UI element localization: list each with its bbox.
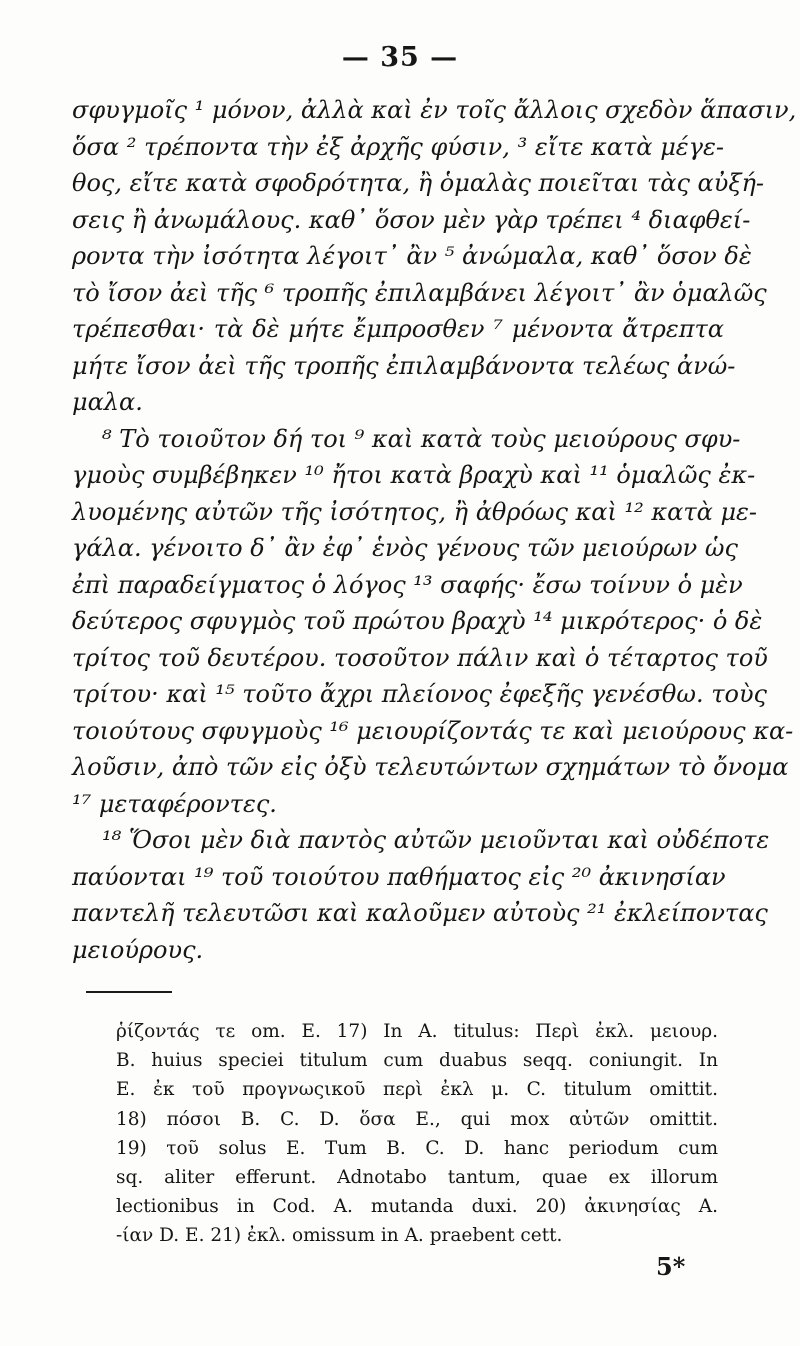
main-text-block	[72, 92, 797, 968]
footnote-line: sq. aliter efferunt. Adnotabo tantum, quae ex illorum	[116, 1166, 718, 1188]
text-line: γμοὺς συμβέβηκεν ¹⁰ ἤτοι κατὰ βραχὺ καὶ ¹¹ ὁμαλῶς ἐκ-	[72, 461, 756, 489]
text-line: παντελῆ τελευτῶσι καὶ καλοῦμεν αὐτοὺς ²¹ ἐκλείποντας	[72, 899, 768, 927]
text-line: ⁸ Τὸ τοιοῦτον δή τοι ⁹ καὶ κατὰ τοὺς μειούρους σφυ-	[102, 424, 741, 453]
footnote-line: ῥίζοντάς τε om. E. 17) In A. titulus: Περὶ ἐκλ. μειουρ.	[116, 1021, 718, 1042]
text-line: γάλα. γένοιτο δ᾽ ἂν ἐφ᾽ ἑνὸς γένους τῶν μειούρων ὡς	[72, 534, 738, 562]
text-line: σεις ἢ ἀνωμάλους. καθ᾽ ὅσον μὲν γὰρ τρέπει ⁴ διαφθεί-	[72, 205, 751, 234]
signature-mark: 5*	[656, 1252, 686, 1281]
footnotes-block	[116, 1017, 718, 1251]
text-line: τρίτου· καὶ ¹⁵ τοῦτο ἄχρι πλείονος ἐφεξῆς γενέσθω. τοὺς	[72, 680, 767, 708]
text-line: ὅσα ² τρέποντα τὴν ἐξ ἀρχῆς φύσιν, ³ εἴτε κατὰ μέγε-	[72, 132, 724, 161]
footnote-line: -ίαν D. E. 21) ἐκλ. omissum in A. praebent cett.	[116, 1225, 563, 1247]
text-line: μαλα.	[72, 388, 143, 416]
footnote-line: E. ἐκ τοῦ προγνωςικοῦ περὶ ἐκλ μ. C. titulum omittit.	[116, 1079, 718, 1101]
footnote-line: 19) τοῦ solus E. Tum B. C. D. hanc periodum cum	[116, 1137, 718, 1159]
text-line: τὸ ἴσον ἀεὶ τῆς ⁶ τροπῆς ἐπιλαμβάνει λέγοιτ᾽ ἂν ὁμαλῶς	[72, 278, 767, 307]
text-line: ἐπὶ παραδείγματος ὁ λόγος ¹³ σαφής· ἔσω τοίνυν ὁ μὲν	[72, 570, 743, 599]
text-line: ¹⁸ Ὅσοι μὲν διὰ παντὸς αὐτῶν μειοῦνται καὶ οὐδέποτε	[102, 826, 770, 854]
footnote-line: lectionibus in Cod. A. mutanda duxi. 20) ἀκινησίας A.	[116, 1196, 718, 1218]
text-line: μήτε ἴσον ἀεὶ τῆς τροπῆς ἐπιλαμβάνοντα τελέως ἀνώ-	[72, 351, 736, 380]
text-line: ροντα τὴν ἰσότητα λέγοιτ᾽ ἂν ⁵ ἀνώμαλα, καθ᾽ ὅσον δὲ	[72, 242, 752, 270]
text-line: θος, εἴτε κατὰ σφοδρότητα, ἢ ὁμαλὰς ποιεῖται τὰς αὐξή-	[72, 169, 765, 197]
text-line: μειούρους.	[72, 935, 204, 964]
text-line: παύονται ¹⁹ τοῦ τοιούτου παθήματος εἰς ²⁰ ἀκινησίαν	[72, 862, 726, 891]
footnote-divider	[86, 991, 172, 993]
text-line: τρέπεσθαι· τὰ δὲ μήτε ἔμπροσθεν ⁷ μένοντα ἄτρεπτα	[72, 315, 724, 343]
footnote-line: 18) πόσοι B. C. D. ὅσα E., qui mox αὐτῶν omittit.	[116, 1108, 718, 1130]
text-line: ¹⁷ μεταφέροντες.	[72, 789, 277, 818]
text-line: σφυγμοῖς ¹ μόνον, ἀλλὰ καὶ ἐν τοῖς ἄλλοις σχεδὸν ἅπασιν,	[72, 96, 797, 124]
text-line: τοιούτους σφυγμοὺς ¹⁶ μειουρίζοντάς τε καὶ μειούρους κα-	[72, 716, 794, 745]
text-line: δεύτερος σφυγμὸς τοῦ πρώτου βραχὺ ¹⁴ μικρότερος· ὁ δὲ	[72, 607, 763, 635]
text-line: λοῦσιν, ἀπὸ τῶν εἰς ὀξὺ τελευτώντων σχημάτων τὸ ὄνομα	[72, 753, 789, 781]
text-line: λυομένης αὐτῶν τῆς ἰσότητος, ἢ ἀθρόως καὶ ¹² κατὰ με-	[72, 497, 758, 526]
page-number: — 35 —	[341, 42, 459, 73]
text-line: τρίτος τοῦ δευτέρου. τοσοῦτον πάλιν καὶ ὁ τέταρτος τοῦ	[72, 643, 768, 672]
footnote-line: B. huius speciei titulum cum duabus seqq. coniungit. In	[116, 1050, 718, 1072]
